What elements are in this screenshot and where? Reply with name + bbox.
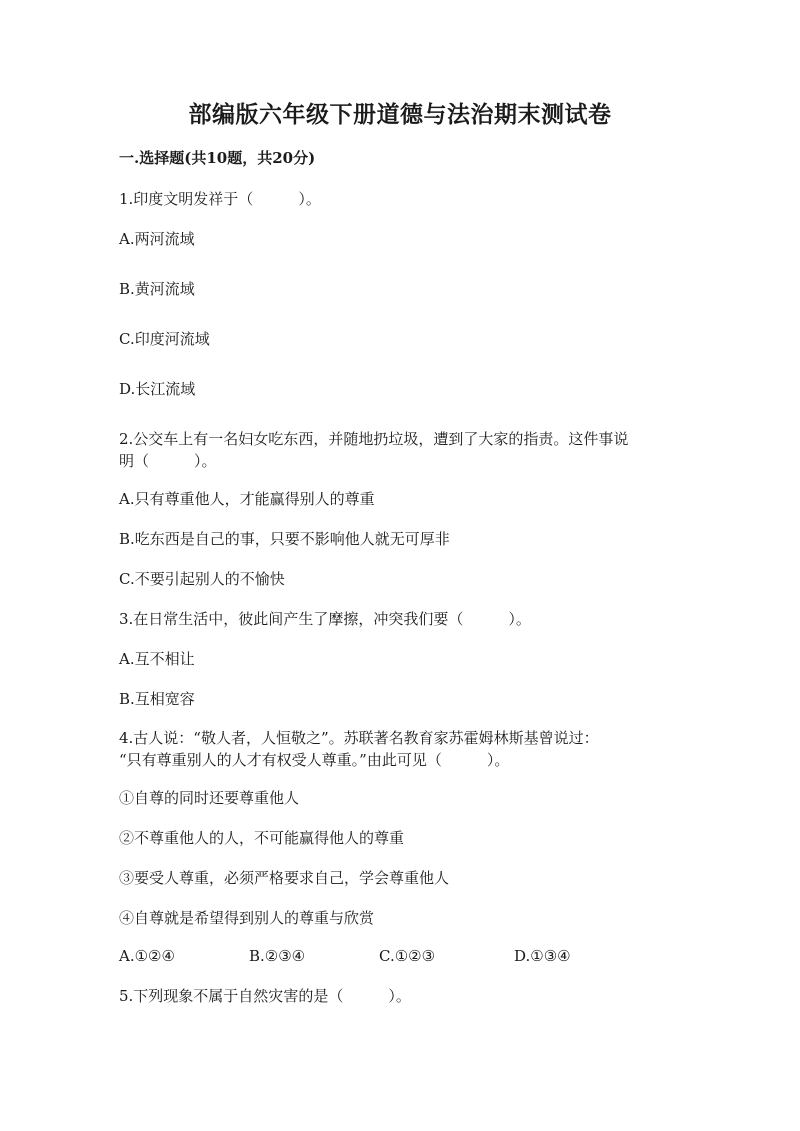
question-2-stem-line2: 明（ ）。 [119, 452, 217, 470]
question-3-option-b: B.互相宽容 [119, 690, 195, 708]
question-1-option-d: D.长江流域 [119, 380, 196, 398]
question-4-option-b: B.②③④ [249, 947, 306, 965]
question-4-stem-line2: “只有尊重别人的人才有权受人尊重。”由此可见（ ）。 [119, 751, 510, 769]
question-3-stem: 3.在日常生活中，彼此间产生了摩擦，冲突我们要（ ）。 [119, 610, 531, 628]
question-4-statement-4: ④自尊就是希望得到别人的尊重与欣赏 [119, 909, 375, 927]
question-4-statement-3: ③要受人尊重，必须严格要求自己，学会尊重他人 [119, 869, 450, 887]
question-2-option-c: C.不要引起别人的不愉快 [119, 570, 285, 588]
page-title: 部编版六年级下册道德与法治期末测试卷 [188, 101, 612, 128]
question-1-option-b: B.黄河流域 [119, 280, 195, 298]
question-1-stem: 1.印度文明发祥于（ ）。 [119, 190, 321, 208]
question-1-option-a: A.两河流域 [119, 230, 195, 248]
question-4-options [0, 944, 800, 968]
question-2-option-a: A.只有尊重他人，才能赢得别人的尊重 [119, 490, 375, 508]
question-4-option-a: A.①②④ [119, 947, 175, 965]
section-heading: 一.选择题(共10题，共20分) [119, 149, 316, 167]
question-5-stem: 5.下列现象不属于自然灾害的是（ ）。 [119, 987, 411, 1005]
question-4-option-d: D.①③④ [514, 947, 571, 965]
question-4-statement-1: ①自尊的同时还要尊重他人 [119, 789, 300, 807]
question-3-option-a: A.互不相让 [119, 650, 195, 668]
question-2-stem-line1: 2.公交车上有一名妇女吃东西，并随地扔垃圾，遭到了大家的指责。这件事说 [119, 430, 629, 448]
question-4-option-c: C.①②③ [379, 947, 436, 965]
question-4-statement-2: ②不尊重他人的人，不可能赢得他人的尊重 [119, 829, 405, 847]
question-2-option-b: B.吃东西是自己的事，只要不影响他人就无可厚非 [119, 530, 450, 548]
question-4-stem-line1: 4.古人说：“敬人者，人恒敬之”。苏联著名教育家苏霍姆林斯基曾说过： [119, 729, 599, 747]
question-1-option-c: C.印度河流域 [119, 330, 210, 348]
